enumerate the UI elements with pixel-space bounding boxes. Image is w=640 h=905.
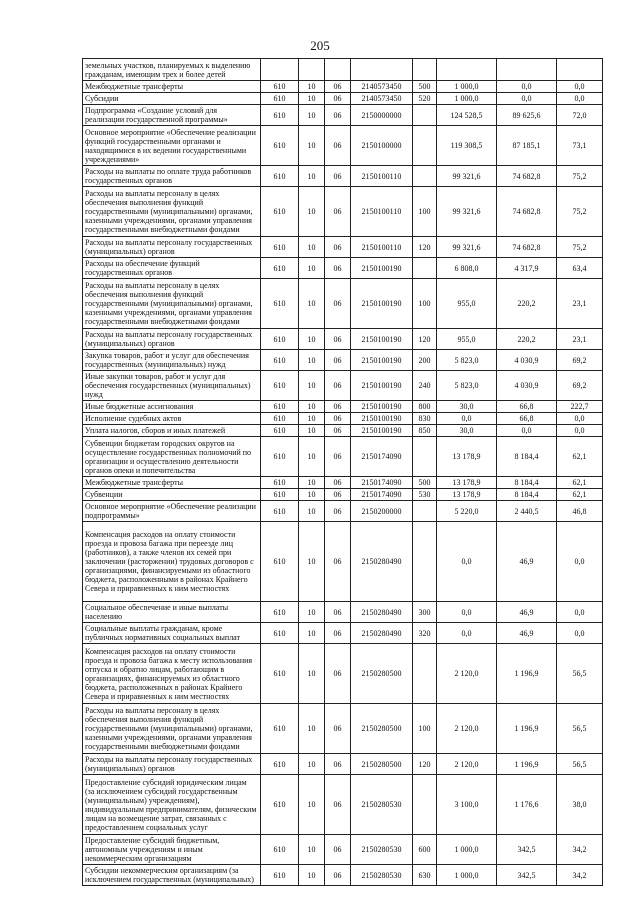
cell-section-code: 10 (299, 489, 325, 501)
cell-section-code: 10 (299, 258, 325, 279)
cell-planned-amount: 955,0 (437, 279, 497, 329)
table-row (83, 371, 603, 401)
cell-planned-amount: 0,0 (437, 623, 497, 644)
cell-section-code: 10 (299, 105, 325, 126)
cell-executed-amount: 66,8 (497, 401, 557, 413)
cell-execution-percent: 73,1 (557, 126, 603, 166)
row-name: Социальное обеспечение и иные выплаты населению (83, 602, 261, 623)
cell-planned-amount: 1 000,0 (437, 93, 497, 105)
cell-subsection-code: 06 (325, 401, 351, 413)
cell-ministry-code: 610 (261, 81, 299, 93)
cell-execution-percent: 62,1 (557, 489, 603, 501)
cell-target-code: 2150174090 (351, 477, 413, 489)
cell-target-code: 2150100000 (351, 126, 413, 166)
table-row (83, 425, 603, 437)
row-name: Расходы на выплаты персоналу государственных (муниципальных) органов (83, 754, 261, 775)
cell-section-code: 10 (299, 126, 325, 166)
row-name: Иные бюджетные ассигнования (83, 401, 261, 413)
cell-subsection-code: 06 (325, 126, 351, 166)
cell-planned-amount: 99 321,6 (437, 166, 497, 187)
row-name: Подпрограмма «Создание условий для реализации государственной программы» (83, 105, 261, 126)
cell-executed-amount (497, 59, 557, 81)
table-row (83, 187, 603, 237)
cell-executed-amount: 0,0 (497, 81, 557, 93)
cell-executed-amount: 1 176,6 (497, 775, 557, 835)
cell-expense-type-code: 520 (413, 93, 437, 105)
cell-planned-amount: 13 178,9 (437, 437, 497, 477)
cell-executed-amount: 1 196,9 (497, 644, 557, 704)
cell-execution-percent: 56,5 (557, 704, 603, 754)
cell-executed-amount: 87 185,1 (497, 126, 557, 166)
cell-execution-percent: 75,2 (557, 166, 603, 187)
cell-target-code: 2150280490 (351, 623, 413, 644)
cell-subsection-code: 06 (325, 371, 351, 401)
cell-execution-percent: 0,0 (557, 522, 603, 602)
cell-subsection-code: 06 (325, 81, 351, 93)
cell-section-code: 10 (299, 501, 325, 522)
cell-section-code: 10 (299, 371, 325, 401)
budget-table (82, 58, 603, 886)
cell-section-code: 10 (299, 187, 325, 237)
table-row (83, 93, 603, 105)
cell-ministry-code: 610 (261, 835, 299, 865)
row-name: Уплата налогов, сборов и иных платежей (83, 425, 261, 437)
table-row (83, 754, 603, 775)
cell-execution-percent: 34,2 (557, 865, 603, 886)
cell-target-code: 2150200000 (351, 501, 413, 522)
row-name: Компенсация расходов на оплату стоимости проезда и провоза багажа к месту использования отпуска и обратно лицам, работающим в организациях, финансируемых из областного бюджета, расположенных в районах Крайнего Севера и приравненных к ним местностях (83, 644, 261, 704)
cell-execution-percent: 62,1 (557, 437, 603, 477)
row-name: Расходы на обеспечение функций государственных органов (83, 258, 261, 279)
row-name: Расходы на выплаты по оплате труда работников государственных органов (83, 166, 261, 187)
cell-target-code: 2140573450 (351, 81, 413, 93)
cell-expense-type-code (413, 59, 437, 81)
cell-executed-amount: 0,0 (497, 425, 557, 437)
row-name: Расходы на выплаты персоналу в целях обеспечения выполнения функций государственными (муниципальными) органами, казенными учреждениями, органами управления государственными внебюджетными фондами (83, 704, 261, 754)
cell-target-code: 2150000000 (351, 105, 413, 126)
cell-planned-amount: 119 308,5 (437, 126, 497, 166)
cell-ministry-code: 610 (261, 489, 299, 501)
table-row (83, 166, 603, 187)
row-name: Компенсация расходов на оплату стоимости проезда и провоза багажа при переезде лиц (работников), а также членов их семей при заключении (расторжении) трудовых договоров с организациями, финансируемыми из областного бюджета, расположенными в районах Крайнего Севера и приравненных к ним местностях (83, 522, 261, 602)
cell-expense-type-code: 830 (413, 413, 437, 425)
cell-subsection-code: 06 (325, 350, 351, 371)
cell-subsection-code: 06 (325, 166, 351, 187)
cell-subsection-code: 06 (325, 477, 351, 489)
cell-subsection-code: 06 (325, 258, 351, 279)
cell-planned-amount: 0,0 (437, 522, 497, 602)
table-row (83, 105, 603, 126)
cell-planned-amount: 2 120,0 (437, 644, 497, 704)
cell-executed-amount: 4 030,9 (497, 350, 557, 371)
table-row (83, 437, 603, 477)
cell-execution-percent: 0,0 (557, 81, 603, 93)
cell-subsection-code: 06 (325, 522, 351, 602)
cell-target-code: 2150280490 (351, 522, 413, 602)
row-name: Расходы на выплаты персоналу в целях обеспечения выполнения функций государственными (муниципальными) органами, казенными учреждениями, органами управления государственными внебюджетными фондами (83, 187, 261, 237)
cell-planned-amount: 30,0 (437, 401, 497, 413)
cell-planned-amount: 124 528,5 (437, 105, 497, 126)
cell-planned-amount: 30,0 (437, 425, 497, 437)
cell-section-code: 10 (299, 413, 325, 425)
cell-section-code: 10 (299, 237, 325, 258)
cell-executed-amount: 1 196,9 (497, 704, 557, 754)
cell-target-code: 2150100190 (351, 258, 413, 279)
cell-expense-type-code (413, 644, 437, 704)
cell-expense-type-code (413, 166, 437, 187)
row-name: Предоставление субсидий бюджетным, автономным учреждениям и иным некоммерческим организациям (83, 835, 261, 865)
cell-subsection-code: 06 (325, 413, 351, 425)
row-name: Расходы на выплаты персоналу государственных (муниципальных) органов (83, 329, 261, 350)
table-row (83, 59, 603, 81)
cell-executed-amount: 2 440,5 (497, 501, 557, 522)
cell-executed-amount: 220,2 (497, 279, 557, 329)
cell-ministry-code: 610 (261, 644, 299, 704)
cell-planned-amount: 955,0 (437, 329, 497, 350)
row-name: Расходы на выплаты персоналу в целях обеспечения выполнения функций государственными (муниципальными) органами, казенными учреждениями, органами управления государственными внебюджетными фондами (83, 279, 261, 329)
row-name: Исполнение судебных актов (83, 413, 261, 425)
cell-executed-amount: 8 184,4 (497, 477, 557, 489)
table-row (83, 623, 603, 644)
table-row (83, 329, 603, 350)
row-name: Субвенции (83, 489, 261, 501)
cell-execution-percent: 46,8 (557, 501, 603, 522)
cell-planned-amount: 1 000,0 (437, 835, 497, 865)
cell-section-code: 10 (299, 166, 325, 187)
cell-execution-percent: 69,2 (557, 371, 603, 401)
cell-section-code: 10 (299, 835, 325, 865)
cell-ministry-code: 610 (261, 704, 299, 754)
cell-subsection-code: 06 (325, 754, 351, 775)
cell-target-code: 2150100190 (351, 329, 413, 350)
cell-target-code: 2150280490 (351, 602, 413, 623)
cell-section-code: 10 (299, 623, 325, 644)
cell-section-code: 10 (299, 401, 325, 413)
cell-section-code: 10 (299, 425, 325, 437)
cell-ministry-code: 610 (261, 279, 299, 329)
table-body (83, 59, 603, 886)
cell-subsection-code: 06 (325, 489, 351, 501)
table-row (83, 704, 603, 754)
cell-expense-type-code: 600 (413, 835, 437, 865)
cell-subsection-code: 06 (325, 704, 351, 754)
row-name: Субсидии некоммерческим организациям (за исключением государственных (муниципальных) (83, 865, 261, 886)
cell-subsection-code: 06 (325, 775, 351, 835)
cell-executed-amount: 8 184,4 (497, 437, 557, 477)
table-row (83, 258, 603, 279)
cell-execution-percent: 0,0 (557, 93, 603, 105)
cell-planned-amount: 5 220,0 (437, 501, 497, 522)
cell-target-code (351, 59, 413, 81)
cell-expense-type-code: 240 (413, 371, 437, 401)
cell-target-code: 2150280530 (351, 775, 413, 835)
cell-section-code: 10 (299, 775, 325, 835)
cell-subsection-code: 06 (325, 187, 351, 237)
table-row (83, 477, 603, 489)
cell-execution-percent: 72,0 (557, 105, 603, 126)
cell-planned-amount: 3 100,0 (437, 775, 497, 835)
cell-expense-type-code (413, 258, 437, 279)
cell-subsection-code: 06 (325, 644, 351, 704)
cell-executed-amount: 1 196,9 (497, 754, 557, 775)
cell-expense-type-code (413, 522, 437, 602)
cell-target-code: 2150280530 (351, 835, 413, 865)
cell-subsection-code: 06 (325, 425, 351, 437)
cell-ministry-code: 610 (261, 126, 299, 166)
cell-ministry-code: 610 (261, 187, 299, 237)
cell-ministry-code: 610 (261, 413, 299, 425)
cell-execution-percent: 23,1 (557, 279, 603, 329)
cell-executed-amount: 342,5 (497, 865, 557, 886)
cell-target-code: 2150174090 (351, 489, 413, 501)
table-row (83, 413, 603, 425)
cell-subsection-code: 06 (325, 623, 351, 644)
cell-target-code: 2150100190 (351, 350, 413, 371)
cell-planned-amount: 99 321,6 (437, 237, 497, 258)
cell-executed-amount: 46,9 (497, 623, 557, 644)
cell-planned-amount: 2 120,0 (437, 754, 497, 775)
cell-target-code: 2150100190 (351, 401, 413, 413)
cell-execution-percent: 0,0 (557, 425, 603, 437)
cell-planned-amount: 13 178,9 (437, 489, 497, 501)
cell-expense-type-code: 120 (413, 754, 437, 775)
cell-expense-type-code: 300 (413, 602, 437, 623)
table-row (83, 644, 603, 704)
cell-execution-percent: 63,4 (557, 258, 603, 279)
cell-ministry-code: 610 (261, 105, 299, 126)
cell-target-code: 2150100190 (351, 279, 413, 329)
cell-subsection-code: 06 (325, 501, 351, 522)
cell-section-code: 10 (299, 329, 325, 350)
cell-planned-amount (437, 59, 497, 81)
cell-ministry-code: 610 (261, 237, 299, 258)
cell-executed-amount: 46,9 (497, 522, 557, 602)
table-row (83, 81, 603, 93)
row-name: Предоставление субсидий юридическим лицам (за исключением субсидий государственным (муниципальным) учреждениям), индивидуальным предпринимателям, физическим лицам на возмещение затрат, связанных с предоставлением социальных услуг (83, 775, 261, 835)
cell-ministry-code: 610 (261, 477, 299, 489)
row-name: Межбюджетные трансферты (83, 81, 261, 93)
cell-target-code: 2150280500 (351, 704, 413, 754)
cell-section-code (299, 59, 325, 81)
cell-planned-amount: 1 000,0 (437, 81, 497, 93)
cell-section-code: 10 (299, 93, 325, 105)
cell-execution-percent: 75,2 (557, 237, 603, 258)
page-number: 205 (310, 38, 330, 53)
cell-section-code: 10 (299, 81, 325, 93)
cell-expense-type-code: 120 (413, 237, 437, 258)
cell-expense-type-code: 100 (413, 704, 437, 754)
cell-planned-amount: 6 808,0 (437, 258, 497, 279)
cell-executed-amount: 4 317,9 (497, 258, 557, 279)
cell-ministry-code: 610 (261, 166, 299, 187)
row-name: Расходы на выплаты персоналу государственных (муниципальных) органов (83, 237, 261, 258)
cell-planned-amount: 2 120,0 (437, 704, 497, 754)
cell-subsection-code: 06 (325, 329, 351, 350)
cell-subsection-code (325, 59, 351, 81)
cell-expense-type-code: 320 (413, 623, 437, 644)
cell-planned-amount: 1 000,0 (437, 865, 497, 886)
cell-target-code: 2150100190 (351, 371, 413, 401)
cell-executed-amount: 46,9 (497, 602, 557, 623)
cell-planned-amount: 5 823,0 (437, 350, 497, 371)
row-name: земельных участков, планируемых к выделению гражданам, имеющим трех и более детей (83, 59, 261, 81)
cell-ministry-code: 610 (261, 258, 299, 279)
cell-subsection-code: 06 (325, 279, 351, 329)
cell-executed-amount: 8 184,4 (497, 489, 557, 501)
cell-section-code: 10 (299, 279, 325, 329)
cell-executed-amount: 66,8 (497, 413, 557, 425)
cell-target-code: 2150100110 (351, 187, 413, 237)
cell-expense-type-code: 120 (413, 329, 437, 350)
cell-subsection-code: 06 (325, 237, 351, 258)
cell-section-code: 10 (299, 437, 325, 477)
cell-section-code: 10 (299, 754, 325, 775)
row-name: Закупка товаров, работ и услуг для обеспечения государственных (муниципальных) нужд (83, 350, 261, 371)
cell-ministry-code: 610 (261, 754, 299, 775)
row-name: Межбюджетные трансферты (83, 477, 261, 489)
table-row (83, 602, 603, 623)
table-row (83, 501, 603, 522)
cell-execution-percent: 34,2 (557, 835, 603, 865)
cell-executed-amount: 74 682,8 (497, 237, 557, 258)
cell-execution-percent: 0,0 (557, 602, 603, 623)
cell-subsection-code: 06 (325, 865, 351, 886)
cell-section-code: 10 (299, 704, 325, 754)
table-row (83, 237, 603, 258)
cell-execution-percent: 222,7 (557, 401, 603, 413)
table-row (83, 279, 603, 329)
row-name: Основное мероприятие «Обеспечение реализации функций государственными органами и находящимися в их ведении государственными учреждениями» (83, 126, 261, 166)
cell-subsection-code: 06 (325, 437, 351, 477)
cell-subsection-code: 06 (325, 105, 351, 126)
cell-execution-percent: 75,2 (557, 187, 603, 237)
cell-executed-amount: 342,5 (497, 835, 557, 865)
cell-ministry-code: 610 (261, 371, 299, 401)
cell-target-code: 2150280500 (351, 644, 413, 704)
cell-target-code: 2150100110 (351, 166, 413, 187)
cell-section-code: 10 (299, 644, 325, 704)
cell-execution-percent: 0,0 (557, 413, 603, 425)
cell-ministry-code: 610 (261, 623, 299, 644)
cell-expense-type-code (413, 105, 437, 126)
cell-target-code: 2140573450 (351, 93, 413, 105)
cell-execution-percent: 23,1 (557, 329, 603, 350)
cell-ministry-code: 610 (261, 501, 299, 522)
cell-section-code: 10 (299, 522, 325, 602)
cell-expense-type-code (413, 126, 437, 166)
row-name: Иные закупки товаров, работ и услуг для обеспечения государственных (муниципальных) нужд (83, 371, 261, 401)
cell-expense-type-code: 200 (413, 350, 437, 371)
cell-ministry-code: 610 (261, 865, 299, 886)
cell-ministry-code: 610 (261, 602, 299, 623)
cell-expense-type-code: 850 (413, 425, 437, 437)
cell-ministry-code: 610 (261, 775, 299, 835)
cell-section-code: 10 (299, 865, 325, 886)
cell-executed-amount: 89 625,6 (497, 105, 557, 126)
table-row (83, 835, 603, 865)
cell-expense-type-code: 530 (413, 489, 437, 501)
cell-ministry-code: 610 (261, 437, 299, 477)
cell-target-code: 2150100110 (351, 237, 413, 258)
cell-execution-percent: 56,5 (557, 754, 603, 775)
table-row (83, 350, 603, 371)
cell-target-code: 2150280500 (351, 754, 413, 775)
cell-executed-amount: 74 682,8 (497, 187, 557, 237)
row-name: Основное мероприятие «Обеспечение реализации подпрограммы» (83, 501, 261, 522)
cell-expense-type-code (413, 501, 437, 522)
row-name: Субсидии (83, 93, 261, 105)
cell-section-code: 10 (299, 602, 325, 623)
cell-ministry-code (261, 59, 299, 81)
cell-ministry-code: 610 (261, 522, 299, 602)
table-row (83, 522, 603, 602)
cell-ministry-code: 610 (261, 425, 299, 437)
cell-executed-amount: 0,0 (497, 93, 557, 105)
cell-ministry-code: 610 (261, 401, 299, 413)
cell-ministry-code: 610 (261, 329, 299, 350)
cell-execution-percent (557, 59, 603, 81)
cell-target-code: 2150280530 (351, 865, 413, 886)
cell-executed-amount: 4 030,9 (497, 371, 557, 401)
cell-planned-amount: 99 321,6 (437, 187, 497, 237)
table-row (83, 126, 603, 166)
cell-expense-type-code: 100 (413, 279, 437, 329)
cell-expense-type-code: 500 (413, 81, 437, 93)
cell-planned-amount: 0,0 (437, 602, 497, 623)
cell-expense-type-code: 500 (413, 477, 437, 489)
cell-target-code: 2150100190 (351, 425, 413, 437)
cell-execution-percent: 38,0 (557, 775, 603, 835)
cell-expense-type-code: 100 (413, 187, 437, 237)
cell-execution-percent: 56,5 (557, 644, 603, 704)
cell-planned-amount: 5 823,0 (437, 371, 497, 401)
cell-subsection-code: 06 (325, 93, 351, 105)
cell-section-code: 10 (299, 350, 325, 371)
cell-expense-type-code (413, 775, 437, 835)
cell-subsection-code: 06 (325, 835, 351, 865)
cell-execution-percent: 69,2 (557, 350, 603, 371)
cell-target-code: 2150100190 (351, 413, 413, 425)
row-name: Социальные выплаты гражданам, кроме публичных нормативных социальных выплат (83, 623, 261, 644)
cell-target-code: 2150174090 (351, 437, 413, 477)
cell-expense-type-code: 800 (413, 401, 437, 413)
cell-ministry-code: 610 (261, 93, 299, 105)
cell-expense-type-code: 630 (413, 865, 437, 886)
cell-planned-amount: 13 178,9 (437, 477, 497, 489)
cell-section-code: 10 (299, 477, 325, 489)
cell-ministry-code: 610 (261, 350, 299, 371)
table-row (83, 489, 603, 501)
table-row (83, 775, 603, 835)
cell-execution-percent: 0,0 (557, 623, 603, 644)
cell-executed-amount: 74 682,8 (497, 166, 557, 187)
table-row (83, 865, 603, 886)
cell-executed-amount: 220,2 (497, 329, 557, 350)
cell-planned-amount: 0,0 (437, 413, 497, 425)
cell-subsection-code: 06 (325, 602, 351, 623)
row-name: Субвенции бюджетам городских округов на осуществление государственных полномочий по организации и осуществлению деятельности органов опеки и попечительства (83, 437, 261, 477)
cell-execution-percent: 62,1 (557, 477, 603, 489)
table-row (83, 401, 603, 413)
cell-expense-type-code (413, 437, 437, 477)
